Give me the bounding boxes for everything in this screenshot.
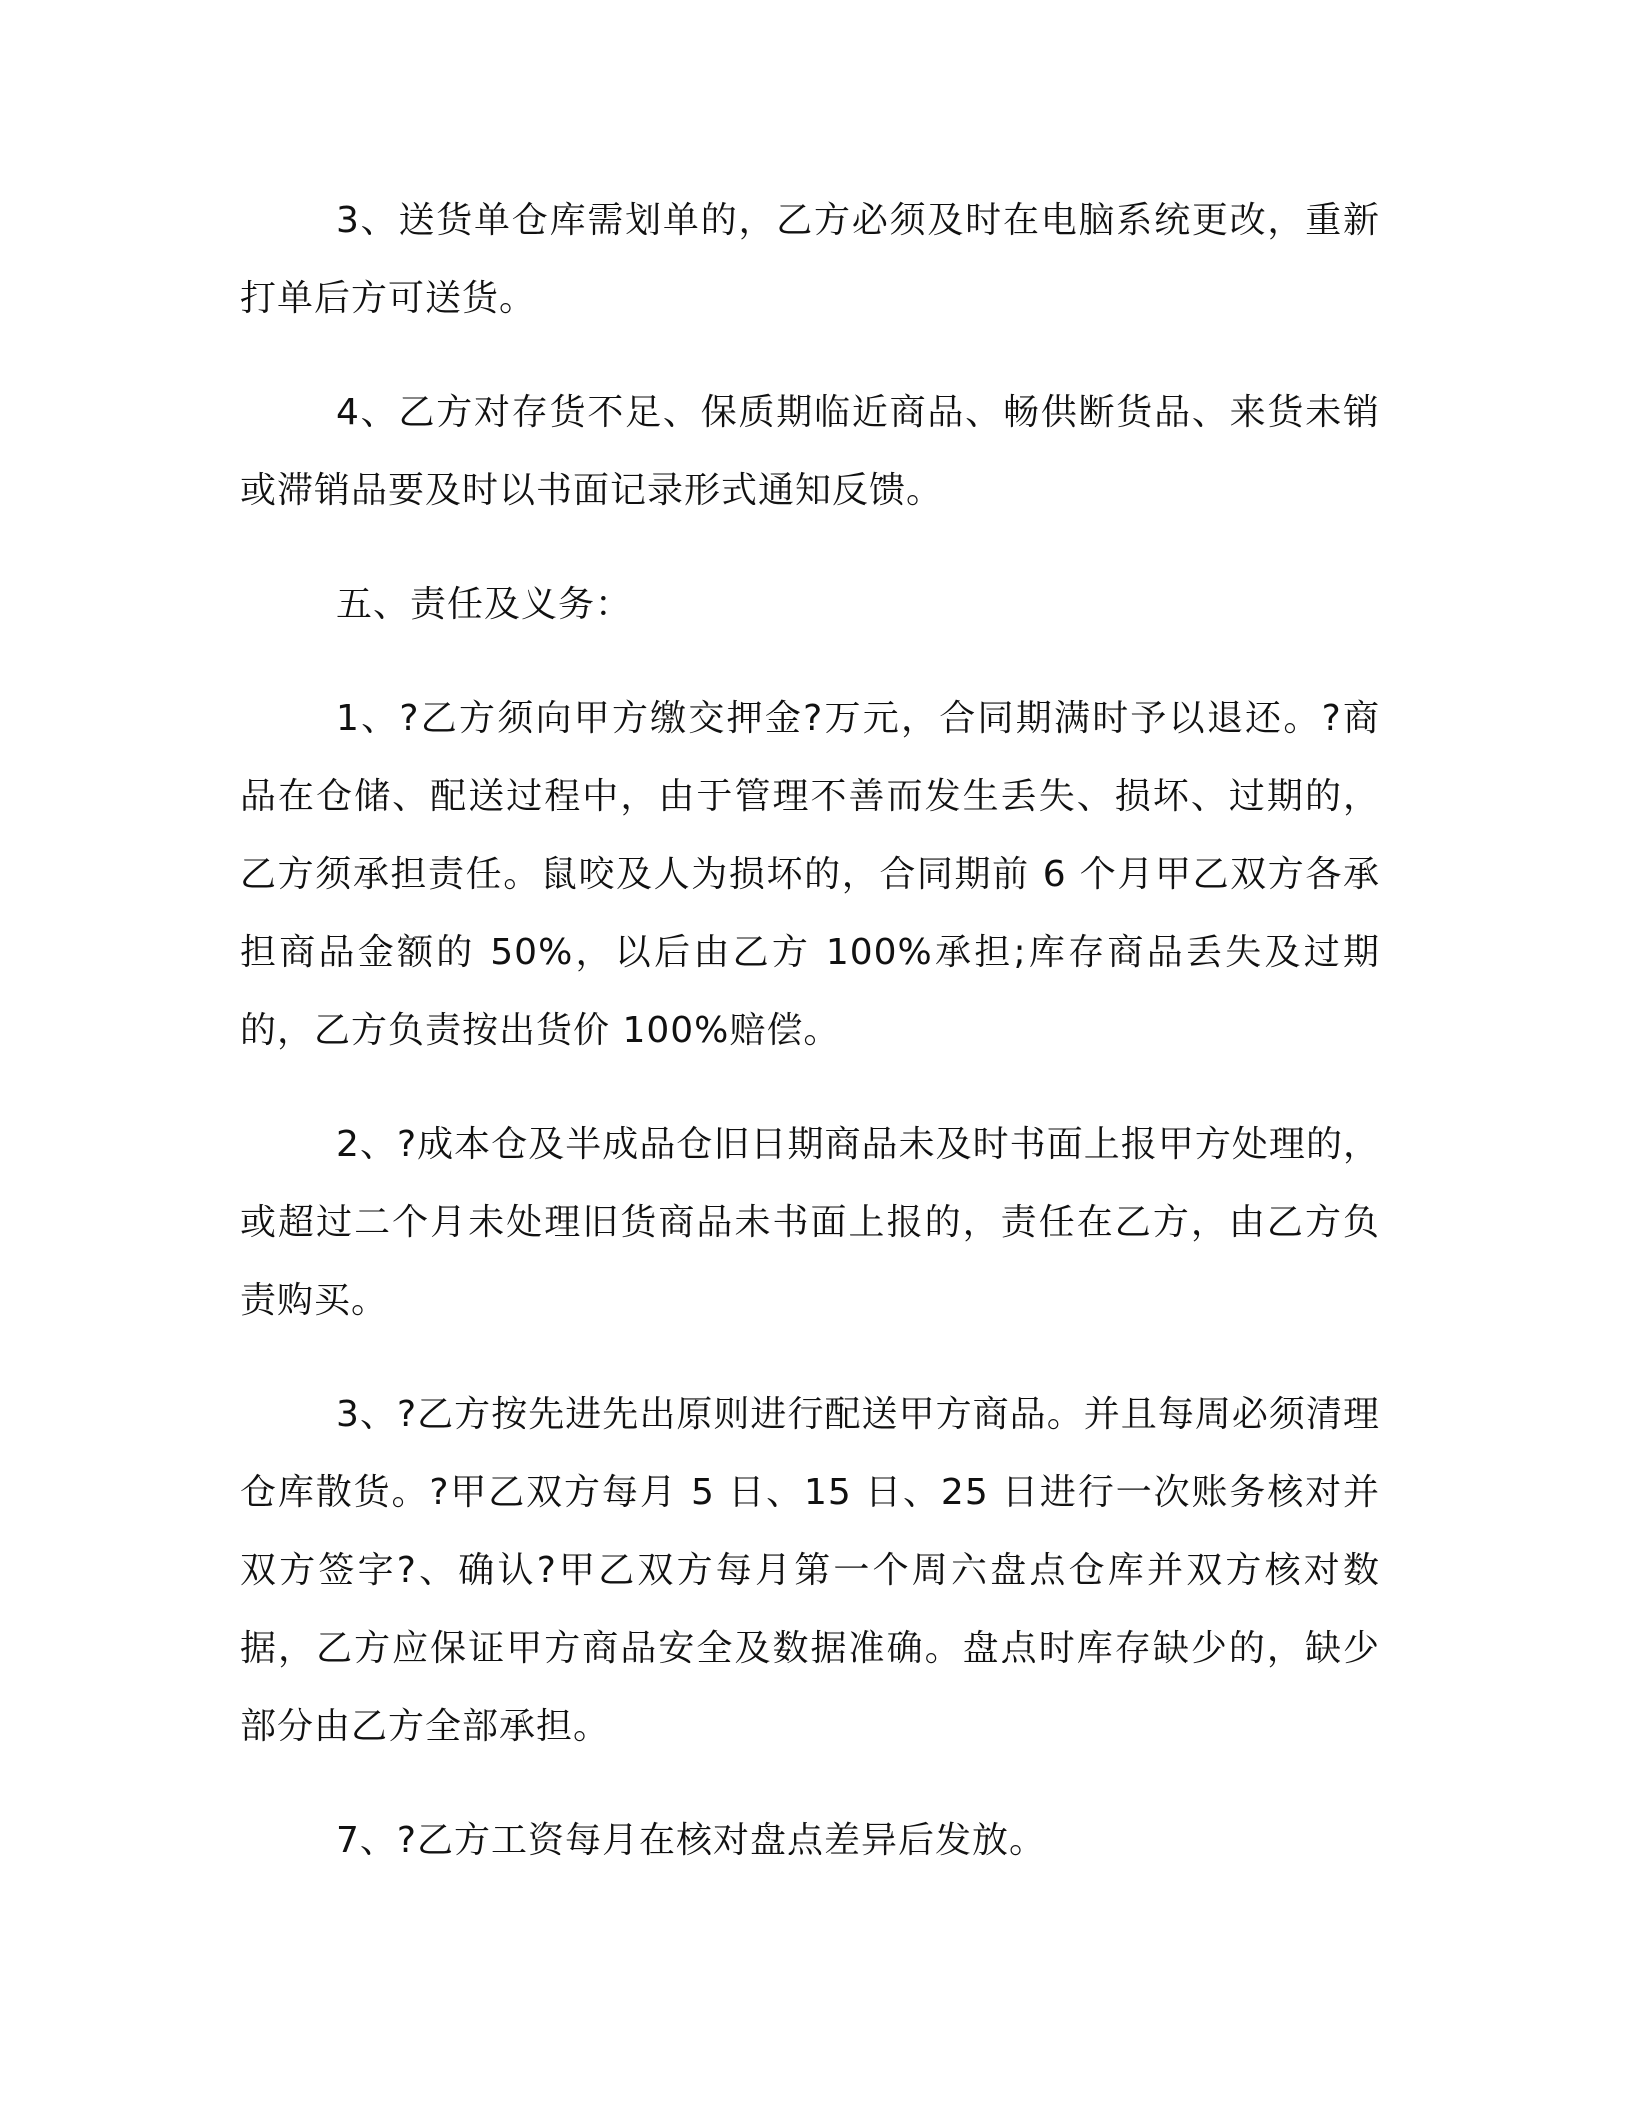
paragraph-deposit-liability: 1、?乙方须向甲方缴交押金?万元，合同期满时予以退还。?商品在仓储、配送过程中，由于管理不善而发生丢失、损坏、过期的，乙方须承担责任。鼠咬及人为损坏的，合同期前 6 个月甲乙双方各承担商品金额的 50%，以后由乙方 100%承担;库存商品丢失及过期的，乙方负责按出货价 100%赔偿。: [240, 698, 1380, 1051]
paragraph-old-stock: 2、?成本仓及半成品仓旧日期商品未及时书面上报甲方处理的，或超过二个月未处理旧货商品未书面上报的，责任在乙方，由乙方负责购买。: [240, 1124, 1380, 1321]
paragraph-delivery-note: 3、送货单仓库需划单的，乙方必须及时在电脑系统更改，重新打单后方可送货。: [240, 200, 1380, 319]
paragraph-salary: 7、?乙方工资每月在核对盘点差异后发放。: [336, 1820, 1047, 1861]
section-heading-responsibilities: 五、责任及义务：: [336, 584, 633, 625]
paragraph-fifo-reconciliation: 3、?乙方按先进先出原则进行配送甲方商品。并且每周必须清理仓库散货。?甲乙双方每月 5 日、15 日、25 日进行一次账务核对并双方签字?、确认?甲乙双方每月第一个周六盘点仓库并双方核对数据，乙方应保证甲方商品安全及数据准确。盘点时库存缺少的，缺少部分由乙方全部承担。: [240, 1394, 1380, 1747]
paragraph-inventory-notice: 4、乙方对存货不足、保质期临近商品、畅供断货品、来货未销或滞销品要及时以书面记录形式通知反馈。: [240, 392, 1380, 511]
document-body: [240, 182, 1380, 1916]
